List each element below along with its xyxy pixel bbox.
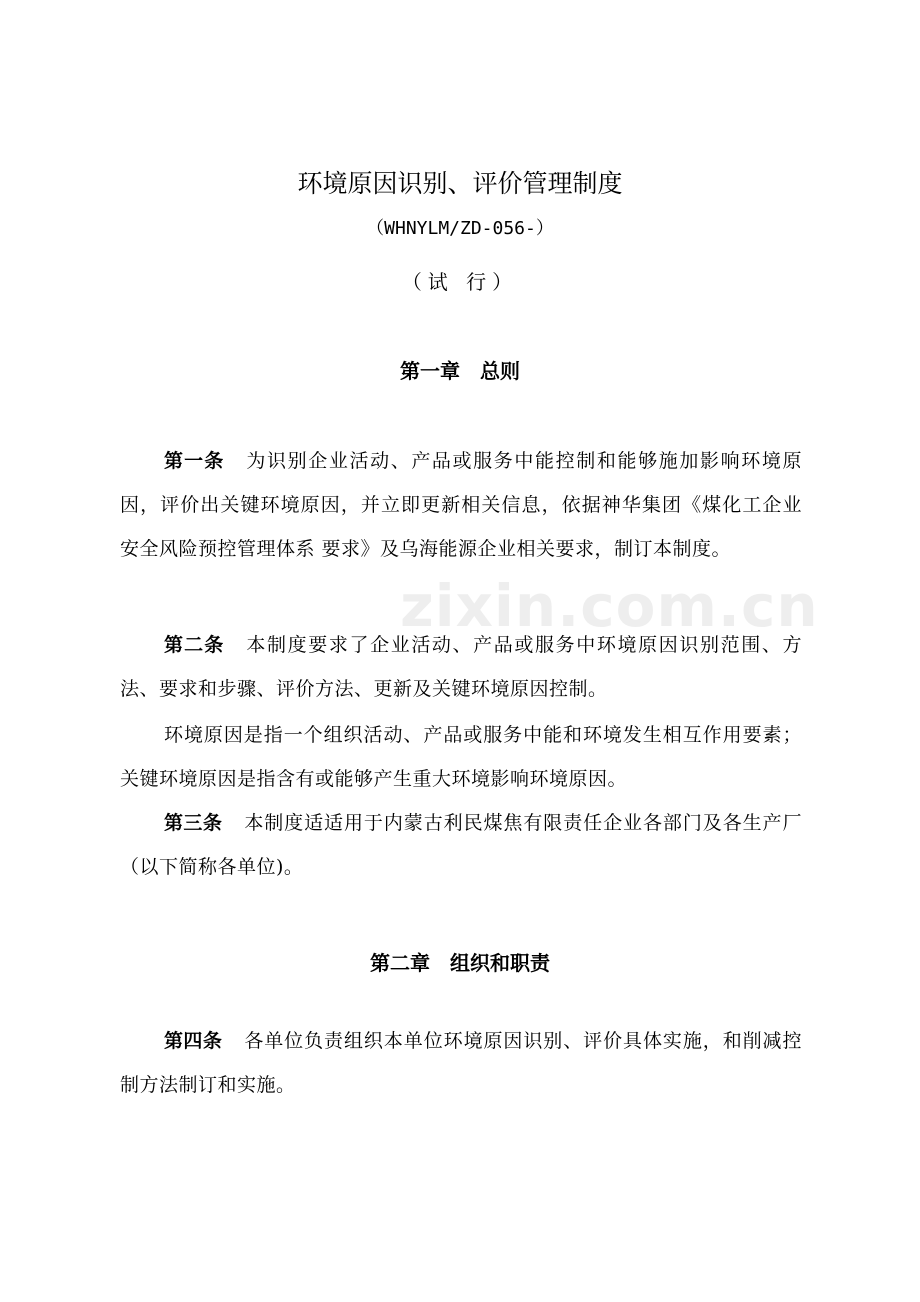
article-label: 第一条 xyxy=(164,450,225,472)
chapter-heading: 第一章 总则 xyxy=(400,359,520,383)
article-text: 各单位负责组织本单位环境原因识别、评价具体实施，和削减控制方法制订和实施。 xyxy=(120,1030,802,1096)
article-paragraph xyxy=(120,801,802,889)
article-paragraph xyxy=(120,623,802,711)
article-paragraph xyxy=(120,439,802,571)
article-paragraph xyxy=(120,1019,802,1107)
article-label: 第二条 xyxy=(164,634,225,656)
article-text: 本制度要求了企业活动、产品或服务中环境原因识别范围、方法、要求和步骤、评价方法、更新及关键环境原因控制。 xyxy=(120,634,802,700)
document-status: （试 行） xyxy=(401,270,519,294)
watermark-logo: zixin.com.cn xyxy=(400,572,819,640)
article-label: 第四条 xyxy=(164,1030,223,1052)
definition-paragraph xyxy=(120,713,802,801)
article-label: 第三条 xyxy=(164,812,223,834)
document-code: （WHNYLM/ZD-056-） xyxy=(366,218,554,239)
article-text: 本制度适适用于内蒙古利民煤焦有限责任企业各部门及各生产厂（以下简称各单位)。 xyxy=(120,812,802,878)
chapter-heading: 第二章 组织和职责 xyxy=(370,951,550,975)
article-text: 为识别企业活动、产品或服务中能控制和能够施加影响环境原因，评价出关键环境原因，并立即更新相关信息，依据神华集团《煤化工企业安全风险预控管理体系 要求》及乌海能源企业相关要求，制订本制度。 xyxy=(120,450,802,560)
document-title: 环境原因识别、评价管理制度 xyxy=(297,169,623,198)
article-text: 环境原因是指一个组织活动、产品或服务中能和环境发生相互作用要素；关键环境原因是指含有或能够产生重大环境影响环境原因。 xyxy=(120,724,802,790)
